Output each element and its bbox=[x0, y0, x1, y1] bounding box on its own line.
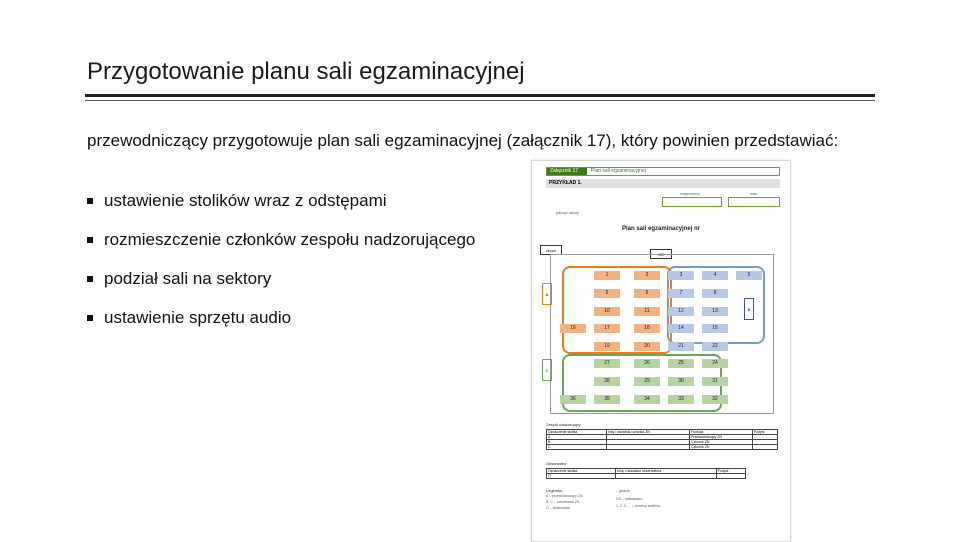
observer-col: Podpis bbox=[716, 469, 745, 474]
observer-cell bbox=[616, 474, 716, 479]
attachment-name: Plan sali egzaminacyjnej bbox=[591, 168, 646, 174]
team-col: Podpis bbox=[752, 430, 777, 435]
cd-player-label: CD bbox=[650, 249, 672, 259]
bullet-text: podział sali na sektory bbox=[104, 269, 272, 288]
desk: 30 bbox=[668, 377, 694, 386]
stamp-label: pieczęć szkoły bbox=[556, 211, 579, 215]
attachment-image bbox=[531, 160, 791, 542]
observer-title: Obserwator bbox=[546, 461, 567, 466]
desk: 29 bbox=[634, 377, 660, 386]
bullet-item bbox=[87, 230, 475, 250]
desk: 13 bbox=[702, 307, 728, 316]
team-cell: B bbox=[547, 440, 607, 445]
door-label: drzwi bbox=[540, 245, 562, 255]
seat-c: C bbox=[542, 359, 552, 381]
seat-a: A bbox=[542, 283, 552, 305]
desk: 8 bbox=[702, 289, 728, 298]
attachment-header bbox=[546, 167, 780, 176]
place-label: miejscowość bbox=[680, 192, 700, 196]
desk: 19 bbox=[594, 342, 620, 351]
legend-title: Legenda: bbox=[546, 488, 563, 493]
bullet-text: ustawienie sprzętu audio bbox=[104, 308, 292, 327]
desk: 31 bbox=[702, 377, 728, 386]
desk: 4 bbox=[702, 271, 728, 280]
team-col: Oznaczenie stolika bbox=[547, 430, 607, 435]
desk: 22 bbox=[702, 342, 728, 351]
bullet-square-icon bbox=[87, 276, 93, 282]
observer-col: Imię i nazwisko obserwatora bbox=[616, 469, 716, 474]
desk: 2 bbox=[634, 271, 660, 280]
intro-text: przewodniczący przygotowuje plan sali egzaminacyjnej (załącznik 17), który powinien przedstawiać: bbox=[87, 131, 839, 150]
observer-table bbox=[546, 468, 746, 479]
date-label: data bbox=[750, 192, 757, 196]
desk: 25 bbox=[668, 359, 694, 368]
desk: 32 bbox=[702, 395, 728, 404]
team-col: Funkcja bbox=[690, 430, 753, 435]
desk: 20 bbox=[634, 342, 660, 351]
desk: 28 bbox=[594, 377, 620, 386]
title-rule bbox=[85, 94, 875, 97]
team-cell bbox=[752, 445, 777, 450]
bullet-list bbox=[87, 191, 475, 347]
legend-item: A – przewodniczący ZN bbox=[546, 494, 583, 498]
desk: 27 bbox=[594, 359, 620, 368]
observer-cell: O bbox=[547, 474, 616, 479]
desk: 17 bbox=[594, 324, 620, 333]
team-col: Imię i nazwisko członka ZN bbox=[606, 430, 689, 435]
bullet-square-icon bbox=[87, 237, 93, 243]
desk: 16 bbox=[560, 324, 586, 333]
desk: 3 bbox=[668, 271, 694, 280]
desk: 7 bbox=[668, 289, 694, 298]
legend-item: B, C – członkowie ZN bbox=[546, 500, 580, 504]
bullet-item bbox=[87, 191, 475, 211]
bullet-item bbox=[87, 308, 475, 328]
bullet-square-icon bbox=[87, 315, 93, 321]
team-cell: Członek ZN bbox=[690, 440, 753, 445]
desk: 10 bbox=[594, 307, 620, 316]
legend-item: CD – odtwarzacz bbox=[616, 497, 643, 501]
desk: 5 bbox=[594, 289, 620, 298]
team-cell: A bbox=[547, 435, 607, 440]
legend-item: – głośnik bbox=[616, 489, 630, 493]
bullet-square-icon bbox=[87, 198, 93, 204]
desk: 36 bbox=[560, 395, 586, 404]
observer-cell bbox=[716, 474, 745, 479]
team-cell: Członek ZN bbox=[690, 445, 753, 450]
seat-b: B bbox=[744, 298, 754, 320]
bullet-item bbox=[87, 269, 475, 289]
example-label: PRZYKŁAD 1. bbox=[546, 179, 780, 188]
bullet-text: rozmieszczenie członków zespołu nadzorującego bbox=[104, 230, 476, 249]
desk: 35 bbox=[594, 395, 620, 404]
slide-title: Przygotowanie planu sali egzaminacyjnej bbox=[87, 58, 525, 85]
team-cell: C bbox=[547, 445, 607, 450]
desk: 18 bbox=[634, 324, 660, 333]
team-table bbox=[546, 429, 778, 450]
attachment-number: Załącznik 17 bbox=[547, 168, 587, 175]
desk: 12 bbox=[668, 307, 694, 316]
bullet-text: ustawienie stolików wraz z odstępami bbox=[104, 191, 387, 210]
observer-col: Oznaczenie stolika bbox=[547, 469, 616, 474]
desk: 15 bbox=[702, 324, 728, 333]
desk: 33 bbox=[668, 395, 694, 404]
desk: 5 bbox=[736, 271, 762, 280]
desk: 6 bbox=[634, 289, 660, 298]
legend-item: 1, 2, 3, … – numery stolików bbox=[616, 504, 661, 508]
desk: 26 bbox=[634, 359, 660, 368]
desk: 21 bbox=[668, 342, 694, 351]
desk: 24 bbox=[702, 359, 728, 368]
plan-title: Plan sali egzaminacyjnej nr bbox=[622, 226, 701, 232]
date-field bbox=[728, 197, 780, 207]
team-cell: Przewodniczący ZN bbox=[690, 435, 753, 440]
place-field bbox=[662, 197, 722, 207]
desk: 14 bbox=[668, 324, 694, 333]
team-title: Zespół nadzorujący bbox=[546, 422, 581, 427]
team-cell bbox=[606, 445, 689, 450]
desk: 1 bbox=[594, 271, 620, 280]
desk: 34 bbox=[634, 395, 660, 404]
legend-item: O – obserwator bbox=[546, 506, 570, 510]
desk: 11 bbox=[634, 307, 660, 316]
title-rule-thin bbox=[85, 100, 875, 101]
